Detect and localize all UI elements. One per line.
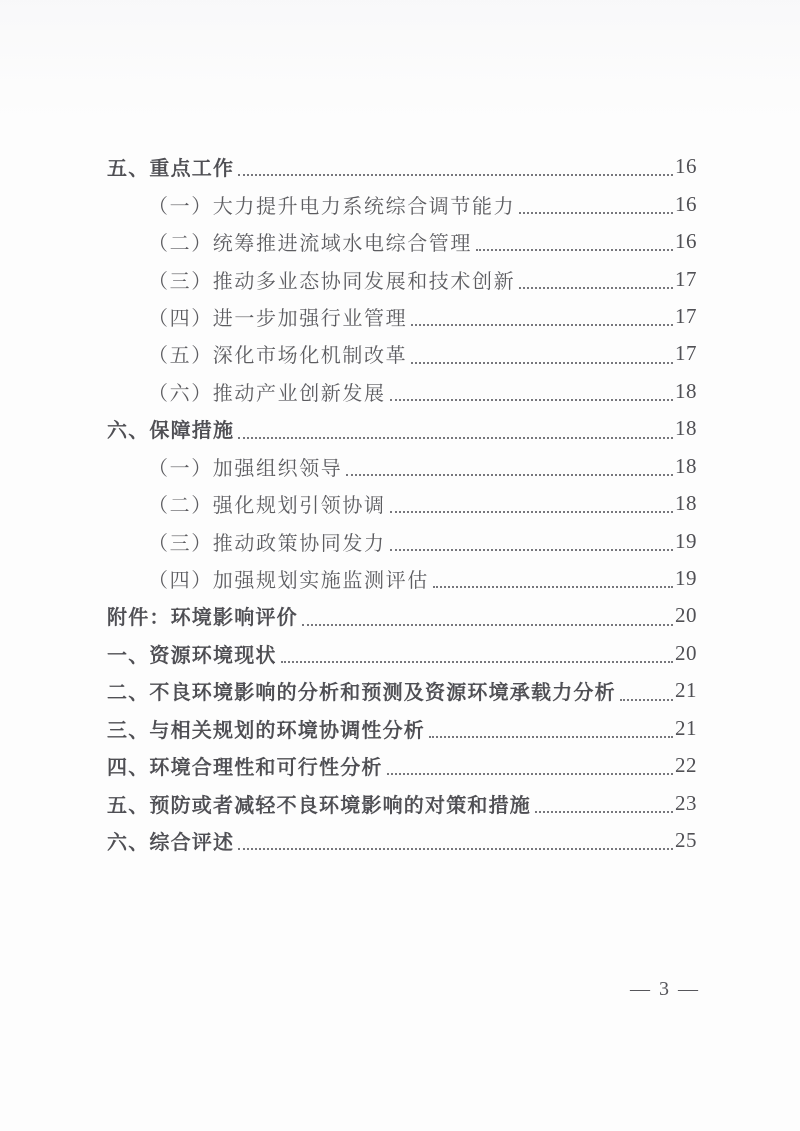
toc-dot-leader [238, 174, 673, 176]
toc-entry [107, 335, 697, 372]
toc-entry-page-number: 18 [675, 491, 697, 516]
toc-entry-label: 一、资源环境现状 [107, 644, 277, 667]
toc-entry [107, 560, 697, 597]
toc-entry [107, 710, 697, 747]
toc-dot-leader [476, 249, 673, 251]
toc-entry-label: （四）进一步加强行业管理 [148, 307, 408, 330]
toc-dot-leader [238, 848, 673, 850]
toc-dot-leader [390, 511, 673, 513]
toc-dot-leader [390, 399, 673, 401]
toc-entry-label: （一）加强组织领导 [148, 457, 343, 480]
toc-entry-page-number: 20 [675, 640, 697, 665]
toc-dot-leader [519, 212, 673, 214]
toc-entry [107, 148, 697, 185]
toc-entry [107, 747, 697, 784]
toc-dot-leader [411, 362, 673, 364]
toc-dot-leader [390, 549, 673, 551]
toc-entry [107, 522, 697, 559]
toc-dot-leader [620, 699, 673, 701]
toc-entry [107, 298, 697, 335]
toc-entry-label: （五）深化市场化机制改革 [148, 345, 408, 368]
toc-dot-leader [346, 474, 673, 476]
toc-entry [107, 448, 697, 485]
toc-entry-label: （一）大力提升电力系统综合调节能力 [148, 195, 516, 218]
toc-entry-label: （三）推动多业态协同发展和技术创新 [148, 270, 516, 293]
toc-entry-label: （二）统筹推进流域水电综合管理 [148, 233, 472, 256]
toc-entry-label: 三、与相关规划的环境协调性分析 [107, 719, 425, 742]
toc-entry-label: （六）推动产业创新发展 [148, 382, 386, 405]
toc-entry [107, 373, 697, 410]
toc-entry [107, 672, 697, 709]
toc-entry-label: （二）强化规划引领协调 [148, 495, 386, 518]
toc-entry-page-number: 22 [675, 753, 697, 778]
toc-entry-page-number: 19 [675, 566, 697, 591]
toc-entry-label: 附件：环境影响评价 [107, 607, 298, 630]
toc-entry-page-number: 17 [675, 341, 697, 366]
toc-entry-page-number: 16 [675, 229, 697, 254]
toc-dot-leader [535, 811, 673, 813]
table-of-contents [107, 148, 697, 859]
toc-dot-leader [281, 661, 673, 663]
toc-entry-page-number: 21 [675, 715, 697, 740]
toc-dot-leader [238, 437, 673, 439]
toc-dot-leader [433, 586, 673, 588]
toc-entry-label: 六、综合评述 [107, 832, 235, 855]
toc-entry-label: 四、环境合理性和可行性分析 [107, 757, 383, 780]
toc-entry [107, 822, 697, 859]
toc-entry-page-number: 16 [675, 191, 697, 216]
toc-entry-label: 五、重点工作 [107, 158, 235, 181]
toc-entry [107, 784, 697, 821]
toc-entry [107, 410, 697, 447]
toc-entry-page-number: 16 [675, 154, 697, 179]
toc-entry [107, 597, 697, 634]
toc-dot-leader [429, 736, 673, 738]
toc-entry [107, 485, 697, 522]
toc-entry-label: 二、不良环境影响的分析和预测及资源环境承载力分析 [107, 682, 616, 705]
toc-entry [107, 223, 697, 260]
page-footer [630, 978, 700, 1001]
toc-entry-page-number: 19 [675, 528, 697, 553]
toc-entry-label: 五、预防或者减轻不良环境影响的对策和措施 [107, 794, 531, 817]
toc-entry-label: （四）加强规划实施监测评估 [148, 570, 429, 593]
toc-entry-page-number: 20 [675, 603, 697, 628]
toc-entry-page-number: 21 [675, 678, 697, 703]
toc-entry [107, 635, 697, 672]
toc-entry [107, 185, 697, 222]
toc-entry-label: 六、保障措施 [107, 420, 235, 443]
toc-dot-leader [387, 773, 673, 775]
toc-entry-page-number: 18 [675, 378, 697, 403]
toc-entry-page-number: 23 [675, 790, 697, 815]
toc-dot-leader [302, 624, 673, 626]
toc-entry-page-number: 17 [675, 303, 697, 328]
toc-entry-page-number: 18 [675, 453, 697, 478]
toc-entry [107, 260, 697, 297]
scan-bleed-through [0, 0, 800, 120]
toc-entry-page-number: 25 [675, 828, 697, 853]
toc-dot-leader [411, 324, 673, 326]
toc-entry-page-number: 18 [675, 416, 697, 441]
toc-entry-page-number: 17 [675, 266, 697, 291]
toc-entry-label: （三）推动政策协同发力 [148, 532, 386, 555]
toc-dot-leader [519, 287, 673, 289]
page-number: — 3 — [630, 978, 700, 1000]
